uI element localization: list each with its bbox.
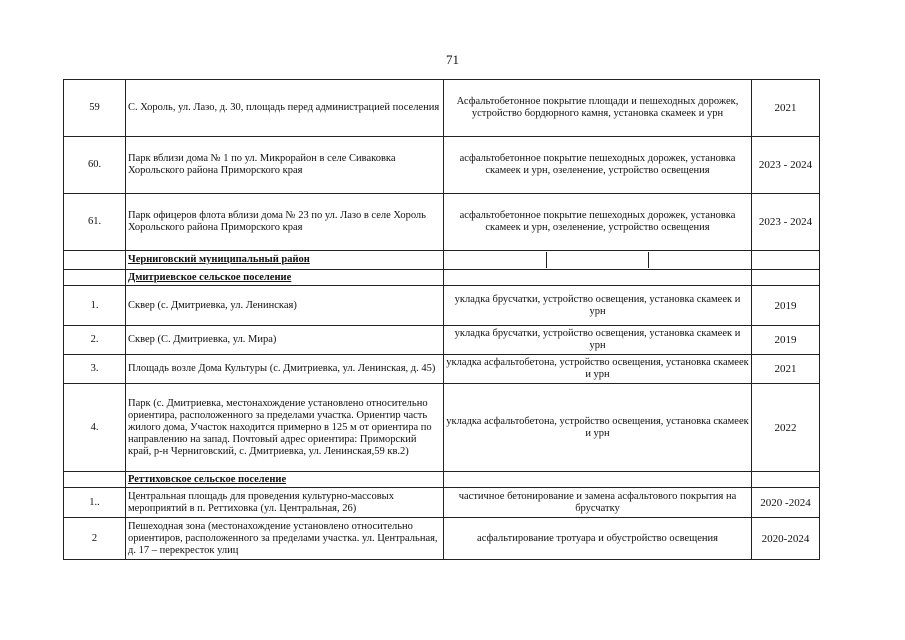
- row-number: 3.: [64, 355, 126, 384]
- work-description: Асфальтобетонное покрытие площади и пешеходных дорожек, устройство бордюрного камня, установка скамеек и урн: [444, 80, 752, 137]
- work-period: 2023 - 2024: [752, 137, 820, 194]
- work-period: 2023 - 2024: [752, 194, 820, 251]
- table-row: [64, 137, 820, 194]
- work-period: 2022: [752, 384, 820, 472]
- work-description: частичное бетонирование и замена асфальтового покрытия на брусчатку: [444, 488, 752, 518]
- district-header: Черниговский муниципальный район: [126, 251, 444, 270]
- work-period: 2021: [752, 80, 820, 137]
- section-row: [64, 270, 820, 286]
- work-period: 2020-2024: [752, 518, 820, 560]
- work-description: укладка брусчатки, устройство освещения, установка скамеек и урн: [444, 286, 752, 326]
- work-description: укладка асфальтобетона, устройство освещения, установка скамеек и урн: [444, 355, 752, 384]
- row-number: 61.: [64, 194, 126, 251]
- object-address: Парк вблизи дома № 1 по ул. Микрорайон в селе Сиваковка Хорольского района Приморского края: [126, 137, 444, 194]
- object-address: Парк (с. Дмитриевка, местонахождение установлено относительно ориентира, расположенного за пределами участка. Ориентир часть жилого дома, Участок находится примерно в 125 м от ориентира по направлению на запад. Почтовый адрес ориентира: Приморский край, р-н Черниговский, с. Дмитриевка, ул. Ленинская,59 кв.2): [126, 384, 444, 472]
- table-row: [64, 384, 820, 472]
- object-address: Центральная площадь для проведения культурно-массовых мероприятий в п. Реттиховка (ул. Центральная, 26): [126, 488, 444, 518]
- table-row: [64, 286, 820, 326]
- row-number: 59: [64, 80, 126, 137]
- section-row: [64, 251, 820, 270]
- table-row: [64, 355, 820, 384]
- work-period: 2020 -2024: [752, 488, 820, 518]
- settlement-header: Реттиховское сельское поселение: [126, 472, 444, 488]
- row-number: 4.: [64, 384, 126, 472]
- object-address: С. Хороль, ул. Лазо, д. 30, площадь перед администрацией поселения: [126, 80, 444, 137]
- work-period: 2019: [752, 326, 820, 355]
- work-description: асфальтобетонное покрытие пешеходных дорожек, установка скамеек и урн, озеленение, устройство освещения: [444, 137, 752, 194]
- object-address: Сквер (С. Дмитриевка, ул. Мира): [126, 326, 444, 355]
- work-period: 2019: [752, 286, 820, 326]
- row-number: 2.: [64, 326, 126, 355]
- row-number: 60.: [64, 137, 126, 194]
- page-number: 71: [446, 52, 459, 67]
- work-period: 2021: [752, 355, 820, 384]
- work-description: укладка асфальтобетона, устройство освещения, установка скамеек и урн: [444, 384, 752, 472]
- object-address: Пешеходная зона (местонахождение установлено относительно ориентиров, расположенного за пределами участка. ул. Центральная, д. 17 – перекресток улиц: [126, 518, 444, 560]
- table-row: [64, 518, 820, 560]
- table-row: [64, 326, 820, 355]
- work-description: укладка брусчатки, устройство освещения, установка скамеек и урн: [444, 326, 752, 355]
- table-row: [64, 80, 820, 137]
- table-row: [64, 194, 820, 251]
- section-row: [64, 472, 820, 488]
- work-description: асфальтобетонное покрытие пешеходных дорожек, установка скамеек и урн, озеленение, устройство освещения: [444, 194, 752, 251]
- improvement-objects-table: [63, 79, 820, 560]
- row-number: 2: [64, 518, 126, 560]
- object-address: Парк офицеров флота вблизи дома № 23 по ул. Лазо в селе Хороль Хорольского района Приморского края: [126, 194, 444, 251]
- object-address: Площадь возле Дома Культуры (с. Дмитриевка, ул. Ленинская, д. 45): [126, 355, 444, 384]
- row-number: 1..: [64, 488, 126, 518]
- table-row: [64, 488, 820, 518]
- work-description: асфальтирование тротуара и обустройство освещения: [444, 518, 752, 560]
- row-number: 1.: [64, 286, 126, 326]
- settlement-header: Дмитриевское сельское поселение: [126, 270, 444, 286]
- object-address: Сквер (с. Дмитриевка, ул. Ленинская): [126, 286, 444, 326]
